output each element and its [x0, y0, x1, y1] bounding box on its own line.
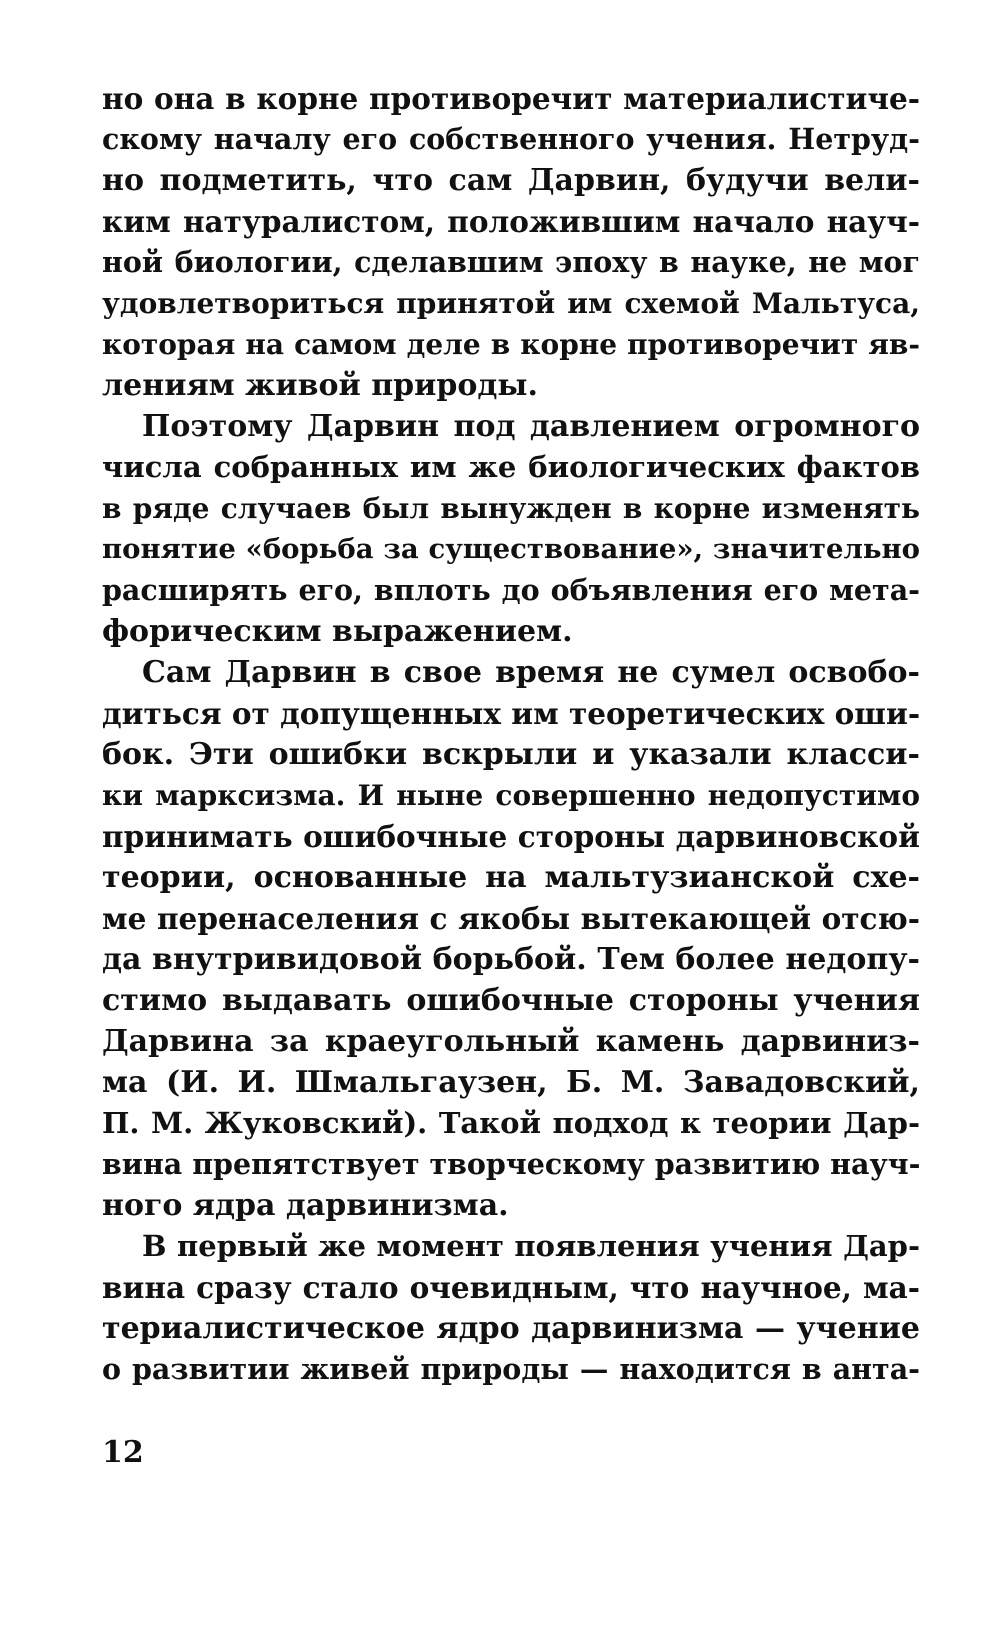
text-line: ки марксизма. И ныне совершенно недопустимо	[102, 779, 920, 812]
text-line: Дарвина за краеугольный камень дарвиниз-	[102, 1024, 920, 1059]
body-text	[102, 78, 920, 1390]
text-line: расширять его, вплоть до объявления его мета-	[102, 573, 920, 607]
text-line: ме перенаселения с якобы вытекающей отсю-	[102, 901, 920, 936]
text-line: лениям живой природы.	[102, 368, 538, 403]
text-line: да внутривидовой борьбой. Тем более недопу-	[102, 942, 920, 977]
text-line: числа собранных им же биологических фактов	[102, 450, 920, 484]
text-line: но она в корне противоречит материалистиче-	[102, 81, 920, 116]
text-line: которая на самом деле в корне противоречит яв-	[102, 328, 920, 361]
text-line: форическим выражением.	[102, 614, 573, 649]
text-line: ного ядра дарвинизма.	[102, 1188, 509, 1223]
text-line: стимо выдавать ошибочные стороны учения	[102, 983, 920, 1018]
paragraph-4	[102, 1226, 920, 1390]
text-line: понятие «борьба за существование», значительно	[102, 533, 920, 565]
text-line: в ряде случаев был вынужден в корне изменять	[102, 492, 920, 525]
paragraph-1	[102, 78, 920, 406]
text-line: Поэтому Дарвин под давлением огромного	[142, 409, 920, 444]
text-line: териалистическое ядро дарвинизма — учение	[102, 1311, 920, 1346]
text-line: теории, основанные на мальтузианской схе-	[102, 860, 920, 895]
text-line: удовлетвориться принятой им схемой Мальтуса,	[102, 287, 920, 320]
text-line: но подметить, что сам Дарвин, будучи вели-	[102, 163, 920, 198]
paragraph-2	[102, 406, 920, 652]
text-line: ким натуралистом, положившим начало науч-	[102, 204, 920, 239]
text-line: бок. Эти ошибки вскрыли и указали класси-	[102, 737, 920, 772]
page-number: 12	[102, 1435, 144, 1470]
text-line: В первый же момент появления учения Дар-	[142, 1229, 920, 1263]
text-line: вина препятствует творческому развитию науч-	[102, 1147, 921, 1181]
paragraph-3	[102, 652, 920, 1226]
text-line: Сам Дарвин в свое время не сумел освобо-	[142, 655, 920, 690]
text-line: П. М. Жуковский). Такой подход к теории Дар-	[102, 1106, 920, 1140]
text-line: о развитии живей природы — находится в анта-	[102, 1352, 920, 1386]
text-line: скому началу его собственного учения. Нетруд-	[102, 122, 920, 156]
text-line: ной биологии, сделавшим эпоху в науке, не мог	[102, 245, 920, 279]
text-line: диться от допущенных им теоретических оши-	[102, 696, 921, 731]
text-line: вина сразу стало очевидным, что научное, ма-	[102, 1270, 920, 1305]
text-line: принимать ошибочные стороны дарвиновской	[102, 819, 920, 854]
text-line: ма (И. И. Шмальгаузен, Б. М. Завадовский,	[102, 1065, 920, 1100]
